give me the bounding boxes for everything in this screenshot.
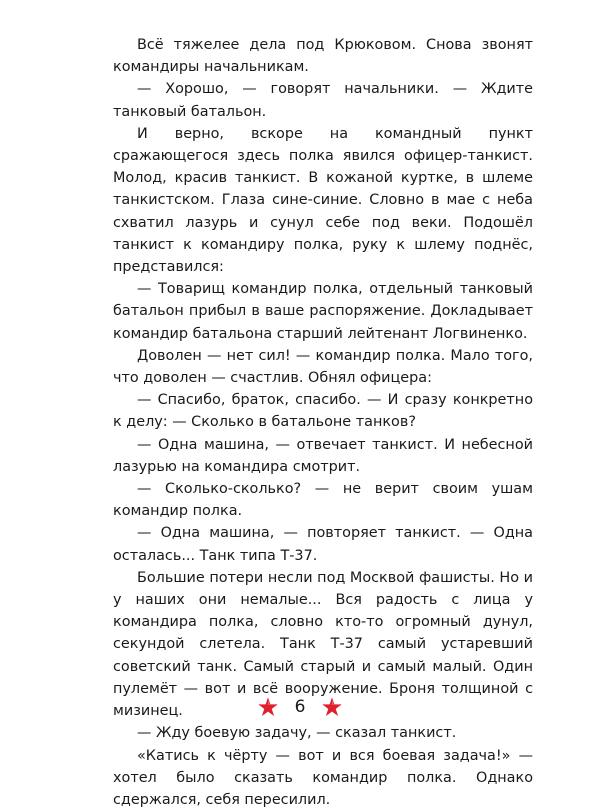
paragraph: — Сколько-сколько? — не верит своим ушам командир полка. — [113, 478, 533, 522]
page-footer — [0, 692, 600, 722]
paragraph: «Катись к чёрту — вот и вся боевая задача!» — хотел было сказать командир полка. Однако сдержался, себя пересилил. — [113, 745, 533, 811]
paragraph: — Товарищ командир полка, отдельный танковый батальон прибыл в ваше распоряжение. Докладывает командир батальона старший лейтенант Логвиненко. — [113, 278, 533, 345]
red-star-icon — [257, 696, 279, 718]
paragraph: — Одна машина, — повторяет танкист. — Одна осталась... Танк типа Т-37. — [113, 522, 533, 566]
paragraph: — Спасибо, браток, спасибо. — И сразу конкретно к делу: — Сколько в батальоне танков? — [113, 389, 533, 433]
paragraph: — Жду боевую задачу, — сказал танкист. — [113, 722, 533, 744]
paragraph: Всё тяжелее дела под Крюковом. Снова звонят командиры начальникам. — [113, 34, 533, 78]
paragraph: Доволен — нет сил! — командир полка. Мало того, что доволен — счастлив. Обнял офицера: — [113, 345, 533, 389]
red-star-icon — [321, 696, 343, 718]
paragraph: Большие потери несли под Москвой фашисты. Но и у наших они немалые... Вся радость с лица у командира полка, словно кто-то огромный дунул, секундой слетела. Танк Т-37 самый устаревший советский танк. Самый старый и самый малый. Один пулемёт — вот и всё вооружение. Броня толщиной с мизинец. — [113, 567, 533, 722]
paragraph: — Хорошо, — говорят начальники. — Ждите танковый батальон. — [113, 78, 533, 122]
page-number: 6 — [295, 696, 306, 718]
paragraph: И верно, вскоре на командный пункт сражающегося здесь полка явился офицер-танкист. Молод, красив танкист. В кожаной куртке, в шлеме танкистском. Глаза сине-синие. Словно в мае с неба схватил лазурь и сунул себе под веки. Подошёл танкист к командиру полка, руку к шлему поднёс, представился: — [113, 123, 533, 278]
paragraph: — Одна машина, — отвечает танкист. И небесной лазурью на командира смотрит. — [113, 434, 533, 478]
